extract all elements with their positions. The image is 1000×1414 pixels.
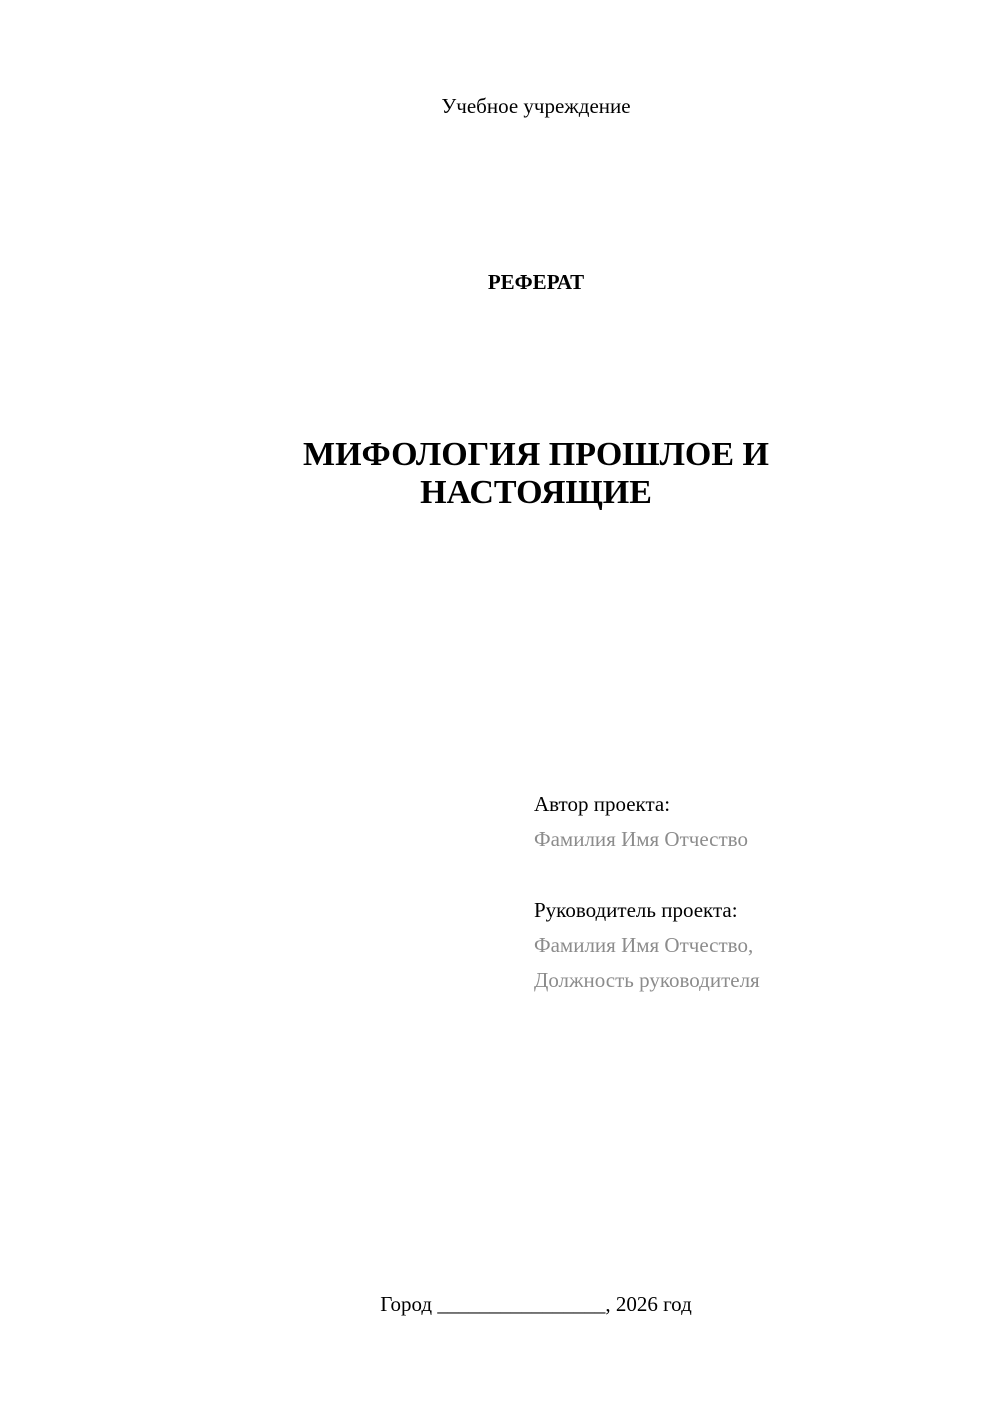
document-title bbox=[230, 436, 842, 512]
supervisor-name: Фамилия Имя Отчество, bbox=[534, 933, 754, 957]
city-year-line: Город ________________, 2026 год bbox=[380, 1292, 692, 1316]
author-name: Фамилия Имя Отчество bbox=[534, 827, 748, 851]
document-title-line-1: МИФОЛОГИЯ ПРОШЛОЕ И bbox=[302, 436, 770, 473]
credits-block bbox=[534, 787, 974, 998]
credits-spacer bbox=[534, 857, 974, 893]
supervisor-position: Должность руководителя bbox=[534, 968, 760, 992]
institution-name: Учебное учреждение bbox=[441, 94, 631, 118]
document-title-line-2: НАСТОЯЩИЕ bbox=[420, 474, 652, 511]
supervisor-label: Руководитель проекта: bbox=[534, 898, 738, 922]
author-label: Автор проекта: bbox=[534, 792, 671, 816]
document-type: РЕФЕРАТ bbox=[487, 270, 585, 294]
